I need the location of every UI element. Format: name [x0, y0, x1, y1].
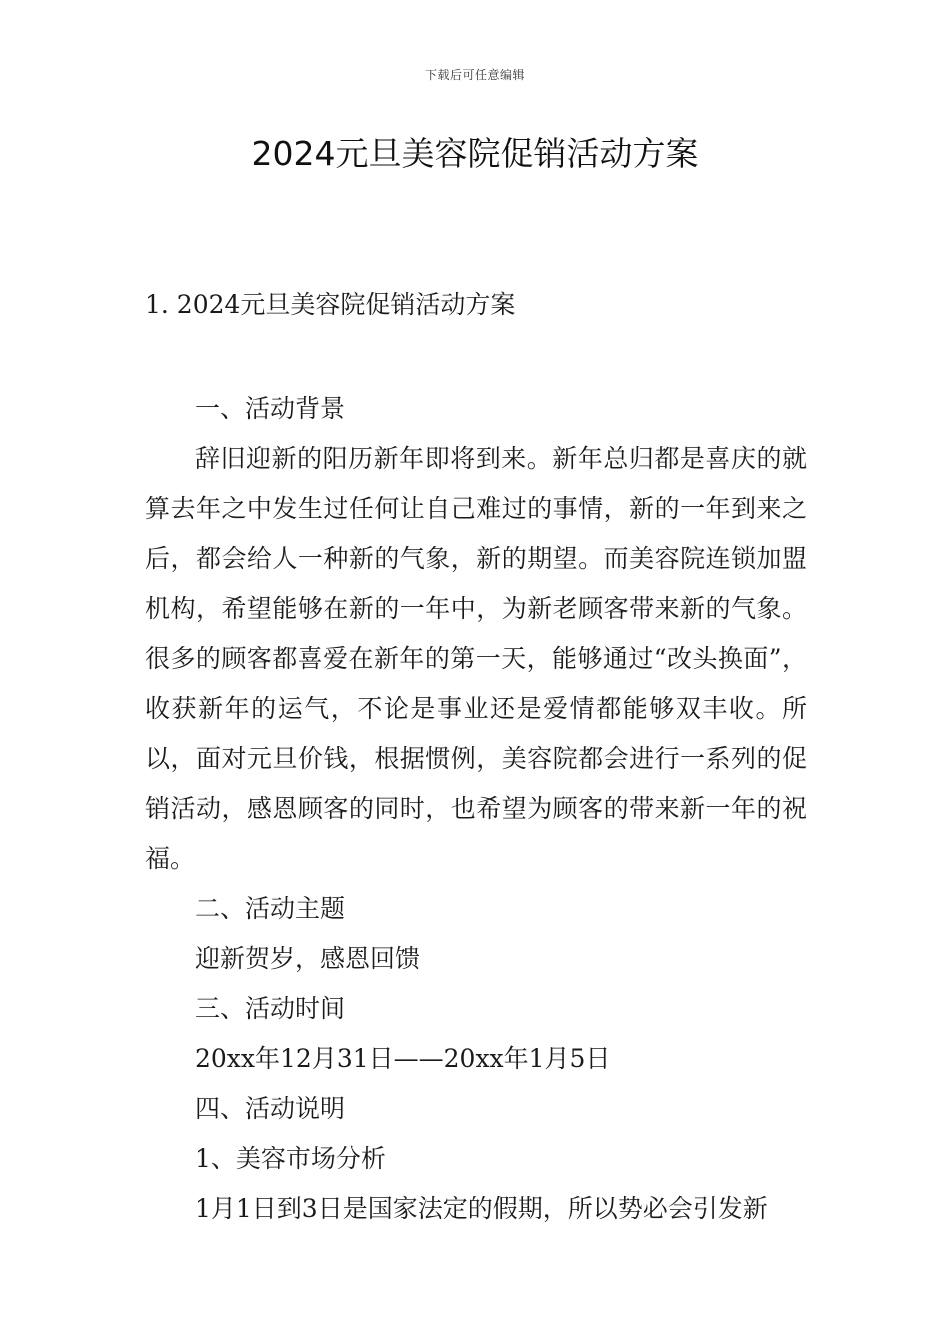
- document-body: [145, 280, 807, 1234]
- heading-theme: 二、活动主题: [195, 894, 346, 923]
- header-note: 下载后可任意编辑: [424, 68, 525, 82]
- heading-description: 四、活动说明: [195, 1094, 346, 1123]
- document-title: 2024元旦美容院促销活动方案: [251, 134, 699, 173]
- theme-text: 迎新贺岁，感恩回馈: [195, 944, 421, 973]
- subheading-market-analysis: 1、美容市场分析: [195, 1144, 386, 1173]
- paragraph-background: 辞旧迎新的阳历新年即将到来。新年总归都是喜庆的就算去年之中发生过任何让自己难过的事情，新的一年到来之后，都会给人一种新的气象，新的期望。而美容院连锁加盟机构，希望能够在新的一年中，为新老顾客带来新的气象。很多的顾客都喜爱在新年的第一天，能够通过“改头换面”，收获新年的运气，不论是事业还是爱情都能够双丰收。所以，面对元旦价钱，根据惯例，美容院都会进行一系列的促销活动，感恩顾客的同时，也希望为顾客的带来新一年的祝福。: [145, 444, 807, 873]
- section-heading: 1. 2024元旦美容院促销活动方案: [145, 290, 516, 319]
- spacer: [145, 330, 807, 384]
- paragraph-market-analysis: 1月1日到3日是国家法定的假期，所以势必会引发新: [195, 1194, 768, 1223]
- heading-time: 三、活动时间: [195, 994, 346, 1023]
- time-text: 20xx年12月31日——20xx年1月5日: [195, 1044, 611, 1073]
- heading-background: 一、活动背景: [195, 394, 346, 423]
